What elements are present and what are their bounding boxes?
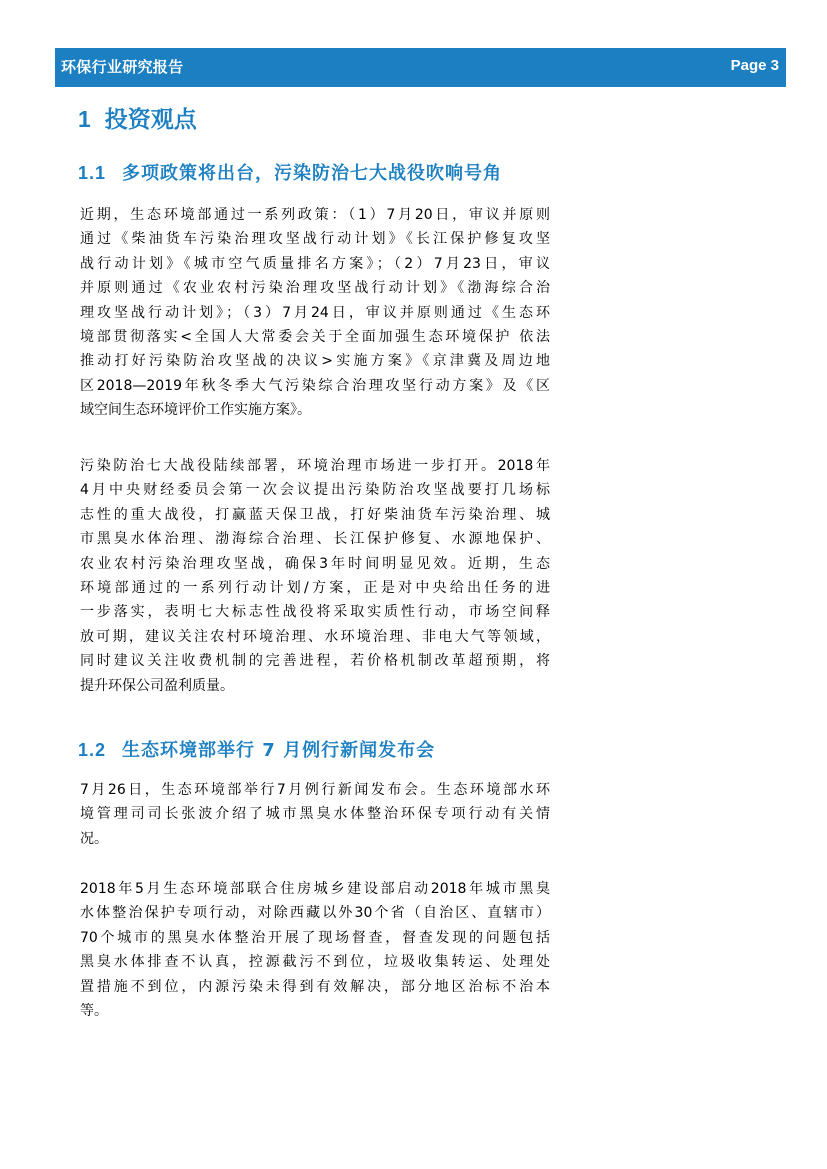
text-line: 境部贯彻落实<全国人大常委会关于全面加强生态环境保护 依法	[80, 329, 550, 346]
paragraph-policies	[80, 203, 550, 423]
text-line: 4月中央财经委员会第一次会议提出污染防治攻坚战要打几场标	[80, 482, 550, 499]
text-line: 农业农村污染治理攻坚战，确保3年时间明显见效。近期，生态	[80, 555, 550, 572]
report-header-bar	[55, 48, 786, 87]
paragraph-seven-battles	[80, 454, 550, 698]
text-line: 水体整治保护专项行动，对除西藏以外30个省（自治区、直辖市）	[80, 905, 550, 922]
subsection-heading-1-2	[78, 737, 435, 764]
subsection-title: 生态环境部举行 7 月例行新闻发布会	[122, 740, 436, 761]
text-line: 提升环保公司盈利质量。	[80, 677, 234, 694]
page-number: Page 3	[730, 57, 779, 74]
text-line: 并原则通过《农业农村污染治理攻坚战行动计划》《渤海综合治	[80, 280, 550, 297]
text-line: 推动打好污染防治攻坚战的决议>实施方案》《京津冀及周边地	[80, 353, 550, 370]
text-line: 区2018—2019年秋冬季大气污染综合治理攻坚行动方案》及《区	[80, 377, 550, 394]
text-line: 域空间生态环境评价工作实施方案》。	[80, 402, 311, 419]
paragraph-press-conference	[80, 778, 550, 851]
section-number: 1	[78, 106, 91, 132]
text-line: 70个城市的黑臭水体整治开展了现场督查，督查发现的问题包括	[80, 929, 550, 946]
section-title: 投资观点	[104, 107, 197, 133]
text-line: 污染防治七大战役陆续部署，环境治理市场进一步打开。2018年	[80, 458, 550, 474]
text-line: 一步落实，表明七大标志性战役将采取实质性行动，市场空间释	[80, 604, 550, 621]
text-line: 7月26日，生态环境部举行7月例行新闻发布会。生态环境部水环	[80, 782, 550, 798]
text-line: 同时建议关注收费机制的完善进程，若价格机制改革超预期，将	[80, 653, 550, 670]
report-title: 环保行业研究报告	[61, 58, 184, 76]
text-line: 放可期，建议关注农村环境治理、水环境治理、非电大气等领域，	[80, 628, 550, 645]
text-line: 等。	[80, 1003, 108, 1020]
text-line: 理攻坚战行动计划》；（3）7月24日，审议并原则通过《生态环	[80, 304, 550, 321]
subsection-number: 1.2	[78, 740, 107, 760]
paragraph-black-odorous-water	[80, 877, 550, 1023]
text-line: 近期，生态环境部通过一系列政策：（1）7月20日，审议并原则	[80, 207, 550, 223]
subsection-title: 多项政策将出台，污染防治七大战役吹响号角	[122, 163, 503, 184]
text-line: 2018年5月生态环境部联合住房城乡建设部启动2018年城市黑臭	[80, 881, 550, 897]
text-line: 志性的重大战役，打赢蓝天保卫战，打好柴油货车污染治理、城	[80, 506, 550, 523]
text-line: 市黑臭水体治理、渤海综合治理、长江保护修复、水源地保护、	[80, 531, 550, 548]
text-line: 黑臭水体排查不认真，控源截污不到位，垃圾收集转运、处理处	[80, 954, 550, 971]
section-heading	[78, 103, 197, 136]
text-line: 境管理司司长张波介绍了城市黑臭水体整治环保专项行动有关情	[80, 806, 550, 823]
text-line: 环境部通过的一系列行动计划/方案，正是对中央给出任务的进	[80, 580, 550, 597]
text-line: 况。	[80, 830, 108, 847]
text-line: 通过《柴油货车污染治理攻坚战行动计划》《长江保护修复攻坚	[80, 231, 550, 248]
subsection-number: 1.1	[78, 163, 107, 183]
text-line: 战行动计划》《城市空气质量排名方案》；（2）7月23日，审议	[80, 255, 550, 272]
subsection-heading-1-1	[78, 160, 502, 187]
text-line: 置措施不到位，内源污染未得到有效解决，部分地区治标不治本	[80, 978, 550, 995]
